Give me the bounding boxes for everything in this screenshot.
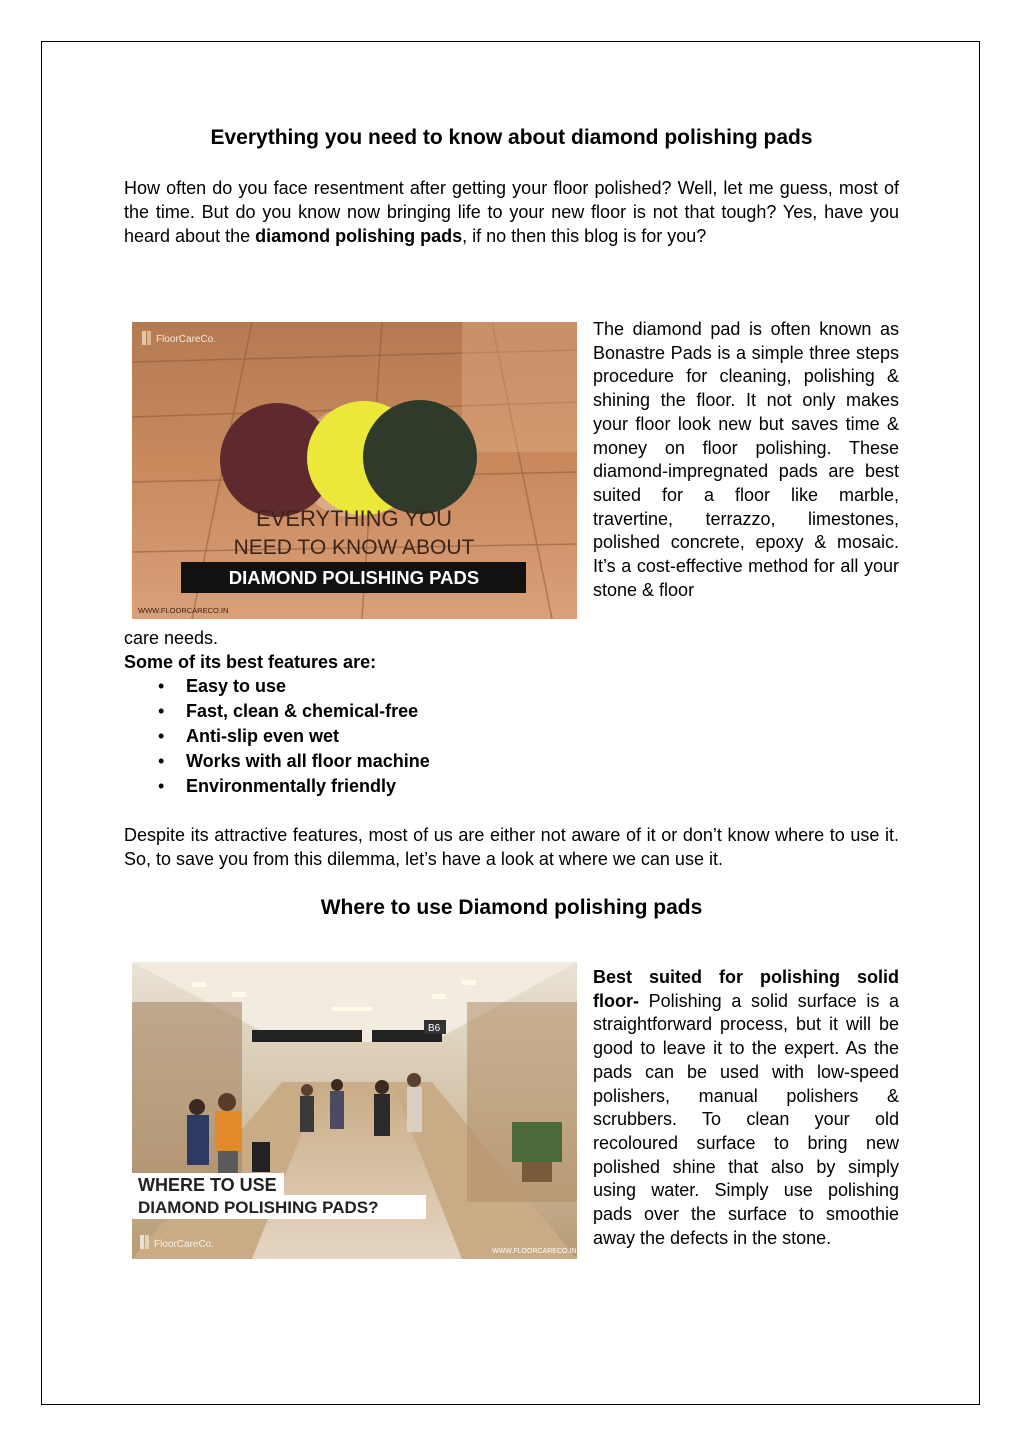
list-item [124,749,430,774]
image2-url: WWW.FLOORCARECO.IN [492,1248,577,1255]
bullet-icon: • [158,701,165,721]
image2-logo: FloorCareCo. [154,1239,215,1250]
image2-line1: WHERE TO USE [138,1175,277,1195]
features-heading: Some of its best features are: [124,652,377,672]
image1-banner-text: DIAMOND POLISHING PADS [228,567,480,588]
feature-label: Environmentally friendly [186,776,397,796]
image2-line2: DIAMOND POLISHING PADS? [138,1198,379,1217]
solid-floor-heading: Best suited for polishing solid floor- [593,967,899,1011]
airport-floor-image [132,962,577,1259]
list-item [124,774,430,799]
solid-floor-text: Polishing a solid surface is a straightforward process, but it will be good to leave it to the expert. As the pads can be used with low-speed polishers, manual polishers & scrubbers. To clean your old recoloured surface to bring new polished shine that also by simply using water. Simply use polishing pads over the surface to smoothie away the defects in the stone. [593,990,899,1248]
intro-text: How often do you face resentment after getting your floor polished? Well, let me guess, most of the time. But do you know now bringing life to your new floor is not that tough? Yes, have you heard about the [124,178,899,246]
list-item [124,674,430,699]
image1-url: WWW.FLOORCARECO.IN [138,606,229,615]
page-title: Everything you need to know about diamond polishing pads [210,126,813,149]
image1-logo: FloorCareCo. [156,334,217,345]
gate-sign: B6 [428,1023,441,1034]
image1-line2: NEED TO KNOW ABOUT [233,536,475,559]
image1-line1: EVERYTHING YOU [255,506,453,531]
section-title: Where to use Diamond polishing pads [320,896,703,919]
intro-paragraph [124,176,899,248]
bullet-icon: • [158,751,165,771]
bullet-icon: • [158,676,165,696]
feature-label: Easy to use [186,676,287,696]
features-list [124,674,430,799]
feature-label: Fast, clean & chemical-free [186,701,419,721]
intro-bold-term: diamond polishing pads [255,226,463,246]
bullet-icon: • [158,776,165,796]
care-needs-text: care needs. [124,628,219,648]
intro-text-end: , if no then this blog is for you? [462,226,707,246]
solid-floor-paragraph [593,966,899,1250]
feature-label: Works with all floor machine [186,751,430,771]
feature-label: Anti-slip even wet [186,726,340,746]
list-item [124,699,430,724]
bullet-icon: • [158,726,165,746]
green-pad [363,400,477,514]
list-item [124,724,430,749]
despite-paragraph: Despite its attractive features, most of us are either not aware of it or don’t know where to use it. So, to save you from this dilemma, let’s have a look at where we can use it. [124,825,899,869]
diamond-pads-image [132,322,577,619]
bonastre-pads-paragraph: The diamond pad is often known as Bonastre Pads is a simple three steps procedure for cleaning, polishing & shining the floor. It not only makes your floor look new but saves time & money on floor polishing. These diamond-impregnated pads are best suited for a floor like marble, travertine, terrazzo, limestones, polished concrete, epoxy & mosaic. It’s a cost-effective method for all your stone & floor [593,319,899,600]
